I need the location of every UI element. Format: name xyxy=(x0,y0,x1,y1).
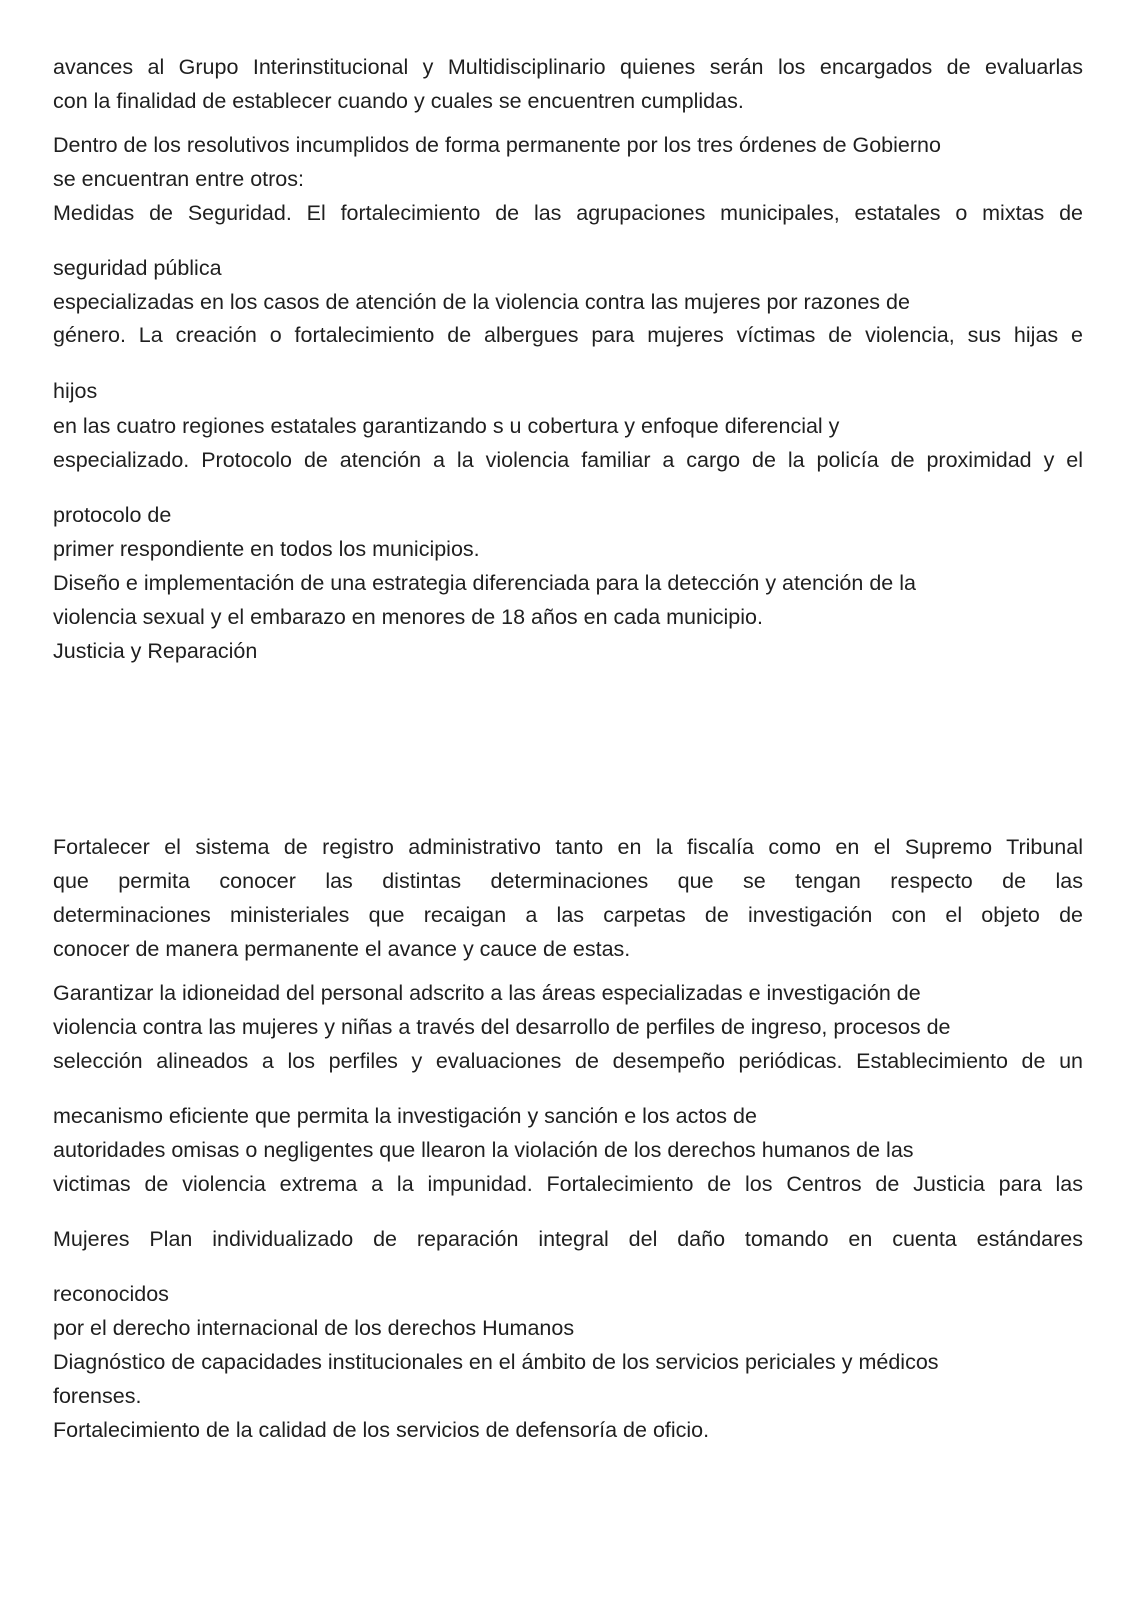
text-line: Dentro de los resolutivos incumplidos de forma permanente por los tres órdenes de Gobierno xyxy=(53,133,941,157)
text-line: Mujeres Plan individualizado de reparación integral del daño tomando en cuenta estándares xyxy=(53,1227,1083,1251)
text-line: hijos xyxy=(53,379,98,403)
text-line: forenses. xyxy=(53,1384,142,1408)
text-line: selección alineados a los perfiles y evaluaciones de desempeño periódicas. Establecimiento de un xyxy=(53,1049,1083,1073)
text-line: determinaciones ministeriales que recaigan a las carpetas de investigación con el objeto de xyxy=(53,903,1083,927)
text-line: Medidas de Seguridad. El fortalecimiento de las agrupaciones municipales, estatales o mixtas de xyxy=(53,201,1083,225)
text-line: seguridad pública xyxy=(53,256,222,280)
text-line: violencia sexual y el embarazo en menores de 18 años en cada municipio. xyxy=(53,605,763,629)
text-line: Diagnóstico de capacidades institucionales en el ámbito de los servicios periciales y médicos xyxy=(53,1350,939,1374)
text-line: Diseño e implementación de una estrategia diferenciada para la detección y atención de la xyxy=(53,571,916,595)
text-line: especializadas en los casos de atención de la violencia contra las mujeres por razones de xyxy=(53,290,910,314)
text-line: conocer de manera permanente el avance y cauce de estas. xyxy=(53,937,631,961)
text-line: especializado. Protocolo de atención a la violencia familiar a cargo de la policía de proximidad y el xyxy=(53,448,1083,472)
text-line: protocolo de xyxy=(53,503,172,527)
text-line: por el derecho internacional de los derechos Humanos xyxy=(53,1316,575,1340)
section-heading: Justicia y Reparación xyxy=(53,639,258,663)
text-line: se encuentran entre otros: xyxy=(53,167,304,191)
text-line: en las cuatro regiones estatales garantizando s u cobertura y enfoque diferencial y xyxy=(53,414,840,438)
text-line: avances al Grupo Interinstitucional y Multidisciplinario quienes serán los encargados de evaluarlas xyxy=(53,55,1083,79)
text-line: victimas de violencia extrema a la impunidad. Fortalecimiento de los Centros de Justicia para las xyxy=(53,1172,1083,1196)
text-line: reconocidos xyxy=(53,1282,169,1306)
text-line: autoridades omisas o negligentes que llearon la violación de los derechos humanos de las xyxy=(53,1138,914,1162)
text-line: Fortalecimiento de la calidad de los servicios de defensoría de oficio. xyxy=(53,1418,710,1442)
text-line: primer respondiente en todos los municipios. xyxy=(53,537,480,561)
text-line: que permita conocer las distintas determinaciones que se tengan respecto de las xyxy=(53,869,1083,893)
text-line: Garantizar la idioneidad del personal adscrito a las áreas especializadas e investigación de xyxy=(53,981,921,1005)
text-line: con la finalidad de establecer cuando y cuales se encuentren cumplidas. xyxy=(53,89,744,113)
text-line: violencia contra las mujeres y niñas a través del desarrollo de perfiles de ingreso, procesos de xyxy=(53,1015,951,1039)
text-line: mecanismo eficiente que permita la investigación y sanción e los actos de xyxy=(53,1104,757,1128)
text-line: género. La creación o fortalecimiento de albergues para mujeres víctimas de violencia, sus hijas e xyxy=(53,323,1083,347)
text-line: Fortalecer el sistema de registro administrativo tanto en la fiscalía como en el Supremo Tribunal xyxy=(53,835,1083,859)
